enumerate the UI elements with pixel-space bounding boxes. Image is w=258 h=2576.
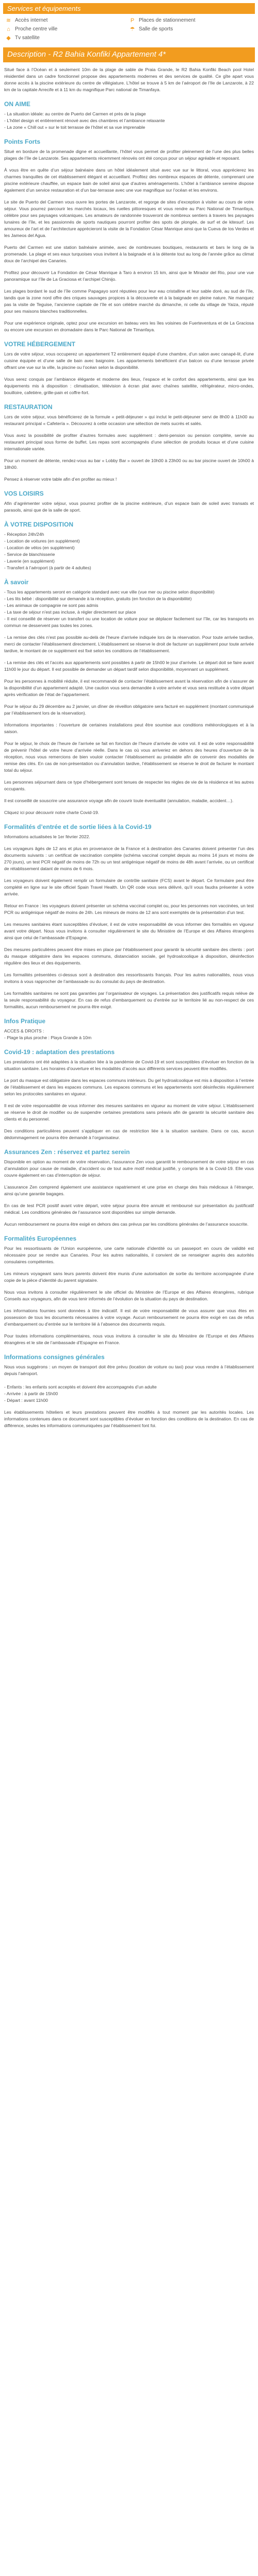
service-label: Accès internet: [15, 18, 48, 23]
paragraph: L’assurance Zen comprend également une assistance rapatriement et une prise en charge des frais médicaux à l’étranger, ainsi qu’une garantie bagages.: [4, 1184, 254, 1196]
paragraph: Les formalités présentées ci-dessus sont à destination des ressortissants français. Pour les autres nationalités, nous vous invitons à vous rapprocher de l’ambassade ou du consulat du pays de destination.: [4, 972, 254, 984]
paragraph: Lors de votre séjour, vous bénéficierez de la formule « petit-déjeuner » qui inclut le petit-déjeuner servi de 8h00 à 11h00 au restaurant principal « Cafetería ». Découvrez à cette occasion une sélection de mets sucrés et salés.: [4, 414, 254, 426]
paragraph: Retour en France : les voyageurs doivent présenter un schéma vaccinal complet ou, pour les personnes non vaccinées, un test PCR ou antigénique négatif de moins de 24h. Les mineurs de moins de 12 ans sont exemptés de la présentation d’un test.: [4, 903, 254, 915]
paragraph: Pour le séjour du 29 décembre au 2 janvier, un dîner de réveillon obligatoire sera facturé en supplément (montant communiqué par l’établissement lors de la réservation).: [4, 703, 254, 716]
paragraph: Nous vous suggérons : un moyen de transport doit être prévu (location de voiture ou taxi) pour vous rendre à l’établissement depuis l’aéroport. - Enfants : les enfants sont acceptés et doivent être accompagnés d’un adulte - Arrivée : à partir de 15h00 - Départ : avant 11h00: [4, 1364, 254, 1403]
services-title: Services et équipements: [3, 3, 255, 14]
paragraph: Les formalités sanitaires ne sont pas garanties par l’organisateur de voyages. La présentation des justificatifs requis relève de la seule responsabilité du voyageur. En cas de refus d’embarquement ou d’entrée sur le territoire lié au non-respect de ces formalités, aucun remboursement ne pourra être exigé.: [4, 990, 254, 1009]
section-heading: Assurances Zen : réservez et partez serein: [4, 1148, 130, 1156]
wifi-icon: ≋: [6, 18, 11, 24]
paragraph: Pour une expérience originale, optez pour une excursion en bateau vers les îles voisines de Fuerteventura et de La Graciosa ou encore une excursion en dromadaire dans le Parc National de Timanfaya.: [4, 320, 254, 332]
paragraph: Les prestations ont été adaptées à la situation liée à la pandémie de Covid-19 et sont susceptibles d’évoluer en fonction de la situation sanitaire. Les horaires d’ouverture et les modalités d’accès aux différents services peuvent être modifiés.: [4, 1059, 254, 1071]
paragraph: Vous avez la possibilité de profiter d’autres formules avec supplément : demi-pension ou pension complète, servie au restaurant principal sous forme de buffet. Les repas sont accompagnés d’une sélection de produits locaux et d’une cuisine internationale variée.: [4, 432, 254, 451]
paragraph: Cliquez ici pour découvrir notre charte Covid-19.: [4, 809, 99, 815]
paragraph: Pour le séjour, le choix de l’heure de l’arrivée se fait en fonction de l’heure d’arrivée de votre vol. Il est de votre responsabilité de prévenir l’hôtel de votre heure d’arrivée réelle. Dans le cas où vous arriveriez en dehors des heures d’ouverture de la réception, nous vous remercions de bien vouloir contacter l’établissement au préalable afin de convenir des modalités de remise des clés. En cas de non-présentation ou d’annulation tardive, l’établissement se réserve le droit de facturer le montant total du séjour.: [4, 740, 254, 773]
section-heading: RESTAURATION: [4, 403, 53, 411]
service-label: Proche centre ville: [15, 26, 58, 32]
service-item: [5, 17, 129, 24]
section-heading: Formalités Européennes: [4, 1234, 77, 1242]
paragraph: Vous serez conquis par l’ambiance élégante et moderne des lieux, l’espace et le confort des appartements, ainsi que les équipements mis à disposition : climatisation, télévision à écran plat avec chaînes satellite, réfrigérateur, micro-ondes, bouilloire, cafetière, grille-pain et coffre-fort.: [4, 376, 254, 395]
service-label: Places de stationnement: [139, 18, 196, 23]
description-title: Description - R2 Bahia Konfiki Appartement 4*: [3, 47, 255, 62]
paragraph: - La remise des clés et l’accès aux appartements sont possibles à partir de 15h00 le jour d’arrivée. Le départ doit se faire avant 11h00 le jour du départ. Il est possible de demander un départ tardif selon disponibilité, moyennant un supplément.: [4, 659, 254, 672]
paragraph: - La situation idéale: au centre de Puerto del Carmen et près de la plage - L’hôtel design et entièrement rénové avec des chambres et l’ambiance relaxante - La zone « Chill out » sur le toit terrasse de l’hôtel et sa vue imprenable: [4, 111, 165, 130]
paragraph: Le site de Puerto del Carmen vous ouvre les portes de Lanzarote, et regorge de sites d’exception à visiter au cours de votre séjour. Vous pourrez parcourir les marchés locaux, les ruelles pittoresques et vous rendre au Parc National de Timanfaya, célèbre pour ses paysages volcaniques. Les amateurs de randonnée trouveront de nombreux sentiers à travers les paysages lunaires de l’île, et les passionnés de sports nautiques pourront profiter des spots de plongée, de surf et de kitesurf. Les amoureux de l’art et de l’architecture apprécieront la visite de la Fondation César Manrique ainsi que la Cueva de los Verdes et les Jameos del Agua.: [4, 199, 254, 238]
section-heading: À savoir: [4, 578, 29, 586]
paragraph: Les établissements hôteliers et leurs prestations peuvent être modifiés à tout moment par les autorités locales. Les informations contenues dans ce document sont susceptibles d’évoluer en fonction des conditions de la destination. En cas de différence, seules les informations communiquées par l’établissement font foi.: [4, 1409, 254, 1428]
paragraph: Le port du masque est obligatoire dans les espaces communs intérieurs. Du gel hydroalcoolique est mis à disposition à l’entrée de l’établissement et dans les espaces communs. Les espaces communs et les appartements sont désinfectés régulièrement selon les protocoles sanitaires en vigueur.: [4, 1077, 254, 1096]
service-item: [129, 26, 253, 32]
section-heading: Covid-19 : adaptation des prestations: [4, 1048, 115, 1056]
service-item: [5, 26, 129, 32]
car-icon: ◆: [6, 35, 11, 41]
service-item: [129, 17, 253, 24]
paragraph: Situé en bordure de la promenade digne et accueillante, l’hôtel vous permet de profiter pleinement de l’une des plus belles plages de l’île de Lanzarote. Ses appartements récemment rénovés ont été conçus pour un séjour agréable et reposant.: [4, 148, 254, 161]
paragraph: Les plages bordant le sud de l’île comme Papagayo sont réputées pour leur eau cristalline et leur sable doré, au sud de l’île, tandis que la zone nord offre des criques sauvages propices à la découverte et à la baignade en pleine nature. Ne manquez pas la visite de Teguise, l’ancienne capitale de l’île et son célèbre marché du dimanche, ni celle du village de Yaiza, réputé pour ses maisons blanches traditionnelles.: [4, 288, 254, 314]
beach-icon: ☂: [130, 26, 135, 32]
paragraph: Pour un moment de détente, rendez-vous au bar « Lobby Bar » ouvert de 10h00 à 23h00 ou au bar piscine ouvert de 10h00 à 18h00.: [4, 457, 254, 470]
paragraph: Les mineurs voyageant sans leurs parents doivent être munis d’une autorisation de sortie du territoire accompagnée d’une copie de la pièce d’identité du parent signataire.: [4, 1270, 254, 1283]
service-item: [5, 35, 129, 41]
service-label: Tv satellite: [15, 35, 40, 41]
city-icon: ⌂: [7, 26, 10, 32]
services-grid: [3, 16, 255, 42]
paragraph: Des mesures particulières peuvent être mises en place par l’établissement pour garantir la sécurité sanitaire des clients : port du masque obligatoire dans les espaces communs, distanciation sociale, gel hydroalcoolique à disposition, désinfection régulière des lieux et des équipements.: [4, 946, 254, 965]
section-heading: Formalités d’entrée et de sortie liées à la Covid-19: [4, 823, 152, 831]
paragraph: Situé face à l’Océan et à seulement 10m de la plage de sable de Praia Grande, le R2 Bahia Konfiki Beach pool Hotel résidentiel dans un cadre fonctionnel propose des appartements modernes et des services de qualité. Ce gîte apart vous donne accès à la piscine extérieure du centre de villégiature. L’hôtel se trouve à 5 km de l’aéroport de l’Ile de Lanzarote, à 22 km de la capitale Arrecife et à 11 km du magnifique Parc national de Timanfaya.: [4, 66, 254, 92]
paragraph: Pour toutes informations complémentaires, nous vous invitons à consulter le site du Ministère de l’Europe et des Affaires étrangères et le site de l’ambassade d’Espagne en France.: [4, 1333, 254, 1345]
paragraph: Pensez à réserver votre table afin d’en profiter au mieux !: [4, 476, 117, 482]
paragraph: Nous vous invitons à consulter régulièrement le site officiel du Ministère de l’Europe et des Affaires étrangères, rubrique Conseils aux voyageurs, afin de vous tenir informés de l’évolution de la situation du pays de destination.: [4, 1289, 254, 1301]
section-heading: Infos Pratique: [4, 1017, 46, 1025]
paragraph: Informations importantes : l’ouverture de certaines installations peut être soumise aux conditions météorologiques et à la saison.: [4, 722, 254, 734]
paragraph: En cas de test PCR positif avant votre départ, votre séjour pourra être annulé et remboursé sur présentation du justificatif médical. Les conditions générales de l’assurance sont disponibles sur simple demande.: [4, 1202, 254, 1215]
paragraph: Les voyageurs âgés de 12 ans et plus en provenance de la France et à destination des Canaries doivent présenter l’un des documents suivants : un certificat de vaccination complète (schéma vaccinal complet depuis au moins 14 jours et moins de 270 jours), un test PCR négatif de moins de 72h ou un test antigénique négatif de moins de 48h avant l’arrivée, ou un certificat de rétablissement datant de moins de 6 mois.: [4, 845, 254, 871]
paragraph: Les mesures sanitaires étant susceptibles d’évoluer, il est de votre responsabilité de vous informer des formalités en vigueur avant votre départ. Nous vous invitons à consulter régulièrement le site du Ministère de l’Europe et des Affaires étrangères ainsi que celui de l’ambassade d’Espagne.: [4, 921, 254, 940]
paragraph: Puerto del Carmen est une station balnéaire animée, avec de nombreuses boutiques, restaurants et bars le long de la promenade. La plage et ses eaux turquoises vous invitent à la baignade et à la détente tout au long de l’année grâce au climat doux de l’archipel des Canaries.: [4, 244, 254, 263]
paragraph: Pour les personnes à mobilité réduite, il est recommandé de contacter l’établissement avant la réservation afin de s’assurer de la disponibilité d’un appartement adapté. Une caution vous sera demandée à votre arrivée et vous sera restituée à votre départ après vérification de l’état de l’appartement.: [4, 678, 254, 697]
paragraph: Pour les ressortissants de l’Union européenne, une carte nationale d’identité ou un passeport en cours de validité est nécessaire pour se rendre aux Canaries. Pour les autres nationalités, il convient de se renseigner auprès des autorités consulaires compétentes.: [4, 1245, 254, 1264]
section-heading: ON AIME: [4, 100, 30, 108]
paragraph: Aucun remboursement ne pourra être exigé en dehors des cas prévus par les conditions générales de l’assurance souscrite.: [4, 1221, 249, 1227]
paragraph: - La remise des clés n’est pas possible au-delà de l’heure d’arrivée indiquée lors de la réservation. Pour toute arrivée tardive, merci de contacter l’établissement directement. L’établissement se réserve le droit de facturer un supplément pour toute arrivée tardive, le montant de ce supplément est fixé selon les conditions de l’établissement.: [4, 634, 254, 653]
paragraph: Des conditions particulières peuvent s’appliquer en cas de restriction liée à la situation sanitaire. Dans ce cas, aucun dédommagement ne pourra être demandé à l’organisateur.: [4, 1128, 254, 1140]
paragraph: Disponible en option au moment de votre réservation, l’assurance Zen vous garantit le remboursement de votre séjour en cas d’annulation pour cause de maladie, d’accident ou de tout autre motif médical justifié, y compris lié à la Covid-19. Elle vous couvre également en cas d’interruption de séjour.: [4, 1159, 254, 1178]
paragraph: Il est conseillé de souscrire une assurance voyage afin de couvrir toute éventualité (annulation, maladie, accident…).: [4, 798, 234, 803]
paragraph: ACCES & DROITS : - Plage la plus proche : Playa Grande à 10m: [4, 1028, 92, 1040]
paragraph: Les voyageurs doivent également remplir un formulaire de contrôle sanitaire (FCS) avant le départ. Ce formulaire peut être complété en ligne sur le site officiel Spain Travel Health. Un QR code vous sera délivré, qu’il vous faudra présenter à votre arrivée.: [4, 877, 254, 896]
section-heading: Points Forts: [4, 138, 41, 145]
service-label: Salle de sports: [139, 26, 173, 32]
section-heading: À VOTRE DISPOSITION: [4, 520, 74, 528]
paragraph: Lors de votre séjour, vous occuperez un appartement T2 entièrement équipé d’une chambre, d’un salon avec canapé-lit, d’une cuisine équipée et d’une salle de bain avec baignoire. Les appartements bénéficient d’un balcon ou d’une terrasse privée offrant une vue sur la ville, la piscine ou l’océan selon la disponibilité.: [4, 351, 254, 370]
paragraph: Les informations fournies sont données à titre indicatif. Il est de votre responsabilité de vous assurer que vous êtes en possession de tous les documents nécessaires à votre voyage. Aucun remboursement ne pourra être exigé en cas de refus d’embarquement ou d’entrée sur le territoire lié à l’absence des documents requis.: [4, 1308, 254, 1327]
paragraph: - Tous les appartements seront en catégorie standard avec vue ville (vue mer ou piscine selon disponibilité) - Les lits bébé : disponibilité sur demande à la réception, gratuits (en fonction de la disponibilité) - Les animaux de compagnie ne sont pas admis - La taxe de séjour n’est pas incluse, à régler directement sur place - Il est conseillé de réserver un transfert ou une location de voiture pour se déplacer facilement sur l’île, car les transports en commun ne desservent pas toutes les zones.: [4, 589, 254, 628]
paragraph: Profitez pour découvrir La Fondation de César Manrique à Taro à environ 15 km, ainsi que le Mirador del Rio, pour une vue panoramique sur l’île de La Graciosa et l’archipel Chinijo.: [4, 269, 254, 282]
paragraph: Les personnes séjournant dans ce type d’hébergement sont tenues de respecter les règles de vie de la résidence et les autres occupants.: [4, 779, 254, 791]
section-heading: Informations consignes générales: [4, 1353, 105, 1361]
section-heading: VOS LOISIRS: [4, 489, 44, 497]
paragraph: Informations actualisées le 1er février 2022.: [4, 834, 90, 839]
description-content: [0, 66, 258, 1429]
section-heading: VOTRE HÉBERGEMENT: [4, 340, 76, 348]
paragraph: Il est de votre responsabilité de vous informer des mesures sanitaires en vigueur au moment de votre séjour. L’établissement se réserve le droit de modifier ou de suspendre certaines prestations sans préavis afin de garantir la sécurité sanitaire des clients et du personnel.: [4, 1103, 254, 1122]
parking-icon: P: [130, 17, 135, 24]
paragraph: - Réception 24h/24h - Location de voitures (en supplément) - Location de vélos (en supplément) - Service de blanchisserie - Laverie (en supplément) - Transfert à l’aéroport (à partir de 4 adultes): [4, 531, 91, 570]
services-section: [0, 0, 258, 44]
paragraph: Afin d’agrémenter votre séjour, vous pourrez profiter de la piscine extérieure, d’un espace bain de soleil avec transats et parasols, ainsi que de la salle de sport.: [4, 500, 254, 513]
paragraph: À vous être en quête d’un séjour balnéaire dans un hôtel idéalement situé avec vue sur le littoral, vous apprécierez les charmes tranquilles de cet établissement élégant et accueillant. Profitez des nombreux espaces de détente, comprenant une piscine extérieure chauffée, un espace bain de soleil ainsi que d’autres aménagements. L’hôtel à l’ambiance sereine dispose également d’un service restauration et d’un bar-terrasse avec une vue magnifique sur l’océan et les environs.: [4, 167, 254, 193]
